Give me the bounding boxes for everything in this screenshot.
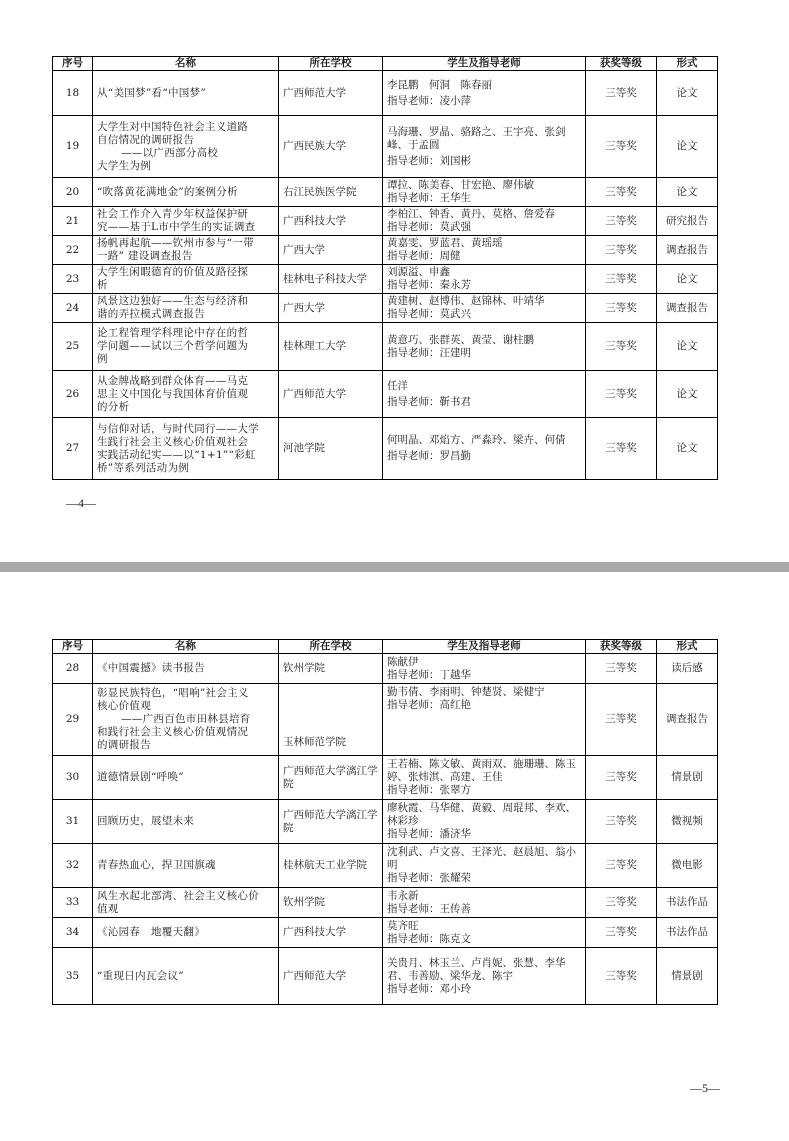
table-row: [53, 654, 718, 684]
header-level: 获奖等级: [586, 640, 657, 654]
table-row: [53, 756, 718, 800]
row-number: 25: [53, 323, 93, 371]
entry-form: 论文: [657, 178, 718, 207]
entry-title: [93, 294, 279, 323]
advisor: 指导老师：张耀荣: [387, 872, 471, 884]
title-line: ——广西百色市田林县培育: [121, 713, 251, 725]
header-school: 所在学校: [279, 57, 383, 71]
title-line: “吹落黄花满地金”的案例分析: [97, 185, 238, 198]
entry-title: [93, 800, 279, 844]
header-people: 学生及指导老师: [383, 640, 586, 654]
students-and-advisor: [383, 116, 586, 178]
school-name: 钦州学院: [279, 654, 383, 684]
students-and-advisor: [383, 265, 586, 294]
row-number: 21: [53, 207, 93, 236]
students-and-advisor: [383, 888, 586, 918]
table-row: [53, 918, 718, 948]
title-line: 社会工作介入青少年权益保护研: [97, 208, 249, 220]
school-name: 广西师范大学: [279, 371, 383, 418]
title-line: ——以广西部分高校: [121, 146, 219, 159]
students: 勤韦倩、李雨明、钟楚贤、梁健宁: [387, 686, 545, 698]
entry-title: [93, 844, 279, 888]
title-line: 大学生闲暇德育的价值及路径探: [97, 266, 249, 278]
entry-form: 论文: [657, 71, 718, 116]
advisor: 指导老师：高红艳: [387, 699, 471, 711]
students: 黄建树、赵博伟、赵锦林、叶靖华: [387, 295, 545, 307]
header-no: 序号: [53, 640, 93, 654]
students-and-advisor: [383, 323, 586, 371]
students: 黄嘉雯、罗蓝君、黄瑶瑶: [387, 237, 503, 249]
entry-title: [93, 418, 279, 480]
students: 黄意巧、张群英、黄莹、谢柱鹏: [387, 333, 534, 346]
entry-form: 情景剧: [657, 756, 718, 800]
award-level: 三等奖: [586, 116, 657, 178]
students: 廖秋霞、马华健、黄毅、周琨邦、李欢、林彩珍: [387, 802, 576, 827]
school-name: 广西大学: [279, 294, 383, 323]
table-row: [53, 371, 718, 418]
school-name: 河池学院: [279, 418, 383, 480]
row-number: 35: [53, 948, 93, 1005]
page-separator: [0, 562, 789, 572]
table-row: [53, 948, 718, 1005]
award-level: 三等奖: [586, 800, 657, 844]
award-level: 三等奖: [586, 371, 657, 418]
header-title: 名称: [93, 57, 279, 71]
entry-form: 书法作品: [657, 918, 718, 948]
title-line: 《沁园春 地覆天翻》: [97, 926, 205, 938]
title-line: 思主义中国化与我国体育价值观: [97, 387, 249, 400]
entry-form: 研究报告: [657, 207, 718, 236]
table-row: [53, 888, 718, 918]
title-line: 论工程管理学科理论中存在的哲: [97, 327, 249, 339]
title-line: 例: [97, 353, 108, 365]
document-page-4: [0, 0, 789, 562]
row-number: 24: [53, 294, 93, 323]
advisor: 指导老师：王华生: [387, 192, 471, 204]
title-line: 道德情景剧“呼唤”: [97, 771, 184, 783]
table-row: [53, 323, 718, 371]
document-page-5: [0, 572, 789, 1141]
entry-title: [93, 371, 279, 418]
students: 谭拉、陈美春、甘宏艳、廖伟敏: [387, 179, 534, 191]
award-level: 三等奖: [586, 178, 657, 207]
title-line: 自信情况的调研报告: [97, 133, 195, 146]
school-name: 广西民族大学: [279, 116, 383, 178]
school-name: 钦州学院: [279, 888, 383, 918]
table-row: [53, 178, 718, 207]
row-number: 19: [53, 116, 93, 178]
title-line: 核心价值观: [97, 700, 151, 712]
students: 沈利武、卢文喜、王泽光、赵晨旭、翁小明: [387, 846, 576, 871]
students-and-advisor: [383, 236, 586, 265]
awards-table-page-5: [52, 639, 718, 1005]
title-line: 回顾历史，展望未来: [97, 815, 195, 827]
title-line: 和践行社会主义核心价值观情况: [97, 726, 249, 738]
students-and-advisor: [383, 418, 586, 480]
students: 莫齐旺: [387, 919, 419, 932]
entry-form: 书法作品: [657, 888, 718, 918]
header-form: 形式: [657, 57, 718, 71]
school-name: 广西科技大学: [279, 918, 383, 948]
advisor: 指导老师：王传善: [387, 902, 471, 915]
row-number: 26: [53, 371, 93, 418]
award-level: 三等奖: [586, 418, 657, 480]
entry-title: [93, 684, 279, 756]
advisor: 指导老师：莫武强: [387, 221, 471, 233]
table-row: [53, 684, 718, 756]
students: 任洋: [387, 379, 408, 392]
title-line: 值观: [97, 902, 119, 915]
students: 陈献伊: [387, 655, 419, 668]
students-and-advisor: [383, 844, 586, 888]
students-and-advisor: [383, 371, 586, 418]
table-row: [53, 71, 718, 116]
table-row: [53, 418, 718, 480]
entry-title: [93, 918, 279, 948]
award-level: 三等奖: [586, 756, 657, 800]
school-name: 广西科技大学: [279, 207, 383, 236]
award-level: 三等奖: [586, 236, 657, 265]
table-row: [53, 294, 718, 323]
title-line: 青春热血心，捍卫国旗魂: [97, 859, 216, 871]
table-header-row: [53, 57, 718, 71]
advisor: 指导老师：刘国彬: [387, 154, 471, 167]
entry-title: [93, 116, 279, 178]
advisor: 指导老师：潘济华: [387, 828, 471, 840]
entry-form: 读后感: [657, 654, 718, 684]
page-number: —5—: [690, 1081, 720, 1095]
entry-title: [93, 71, 279, 116]
students-and-advisor: [383, 918, 586, 948]
entry-form: 论文: [657, 265, 718, 294]
students-and-advisor: [383, 654, 586, 684]
award-level: 三等奖: [586, 265, 657, 294]
page-number: —4—: [66, 496, 96, 510]
entry-title: [93, 178, 279, 207]
row-number: 30: [53, 756, 93, 800]
students-and-advisor: [383, 684, 586, 756]
title-line: “重现日内瓦会议”: [97, 969, 184, 982]
row-number: 29: [53, 684, 93, 756]
school-name: 桂林理工大学: [279, 323, 383, 371]
title-line: 一路” 建设调查报告: [97, 250, 193, 262]
students: 关贵月、林玉兰、卢肖妮、张慧、李华君、韦善励、梁华龙、陈宇: [387, 956, 566, 982]
entry-title: [93, 756, 279, 800]
row-number: 23: [53, 265, 93, 294]
title-line: 风景这边独好——生态与经济和: [97, 295, 249, 307]
title-line: 从金牌战略到群众体育——马克: [97, 374, 249, 387]
entry-form: 情景剧: [657, 948, 718, 1005]
award-level: 三等奖: [586, 71, 657, 116]
school-name: 右江民族医学院: [279, 178, 383, 207]
header-title: 名称: [93, 640, 279, 654]
advisor: 指导老师：靳书君: [387, 395, 471, 408]
students: 王若楠、陈文敏、黄雨双、施珊珊、陈玉婷、张炜淇、高建、王佳: [387, 758, 576, 783]
title-line: 扬帆再起航——钦州市参与“一带: [97, 237, 254, 249]
students-and-advisor: [383, 800, 586, 844]
header-form: 形式: [657, 640, 718, 654]
entry-title: [93, 236, 279, 265]
title-line: 的调研报告: [97, 739, 151, 751]
row-number: 18: [53, 71, 93, 116]
students-and-advisor: [383, 756, 586, 800]
students-and-advisor: [383, 294, 586, 323]
award-level: 三等奖: [586, 654, 657, 684]
title-line: 谐的弄拉模式调查报告: [97, 308, 205, 320]
entry-form: 调查报告: [657, 294, 718, 323]
entry-title: [93, 654, 279, 684]
school-name: 桂林电子科技大学: [279, 265, 383, 294]
advisor: 指导老师：汪建明: [387, 346, 471, 359]
advisor: 指导老师：丁越华: [387, 668, 471, 681]
award-level: 三等奖: [586, 918, 657, 948]
school-name: 广西大学: [279, 236, 383, 265]
advisor: 指导老师：莫武兴: [387, 308, 471, 320]
students: 韦永新: [387, 889, 419, 902]
school-name: 玉林师范学院: [279, 684, 383, 756]
header-school: 所在学校: [279, 640, 383, 654]
entry-title: [93, 207, 279, 236]
award-level: 三等奖: [586, 207, 657, 236]
title-line: 《中国震撼》读书报告: [97, 662, 205, 674]
title-line: 与信仰对话，与时代同行——大学: [97, 422, 259, 435]
students: 李昆鹏 何洞 陈春丽: [387, 78, 492, 91]
table-header-row: [53, 640, 718, 654]
table-row: [53, 207, 718, 236]
title-line: 的分析: [97, 400, 130, 413]
title-line: 彰显民族特色，“唱响”社会主义: [97, 687, 249, 699]
row-number: 31: [53, 800, 93, 844]
students-and-advisor: [383, 948, 586, 1005]
row-number: 34: [53, 918, 93, 948]
header-level: 获奖等级: [586, 57, 657, 71]
table-row: [53, 236, 718, 265]
title-line: 实践活动纪实——以“1+1”“彩虹: [97, 448, 256, 461]
title-line: 析: [97, 279, 108, 291]
students-and-advisor: [383, 207, 586, 236]
students-and-advisor: [383, 71, 586, 116]
school-name: 桂林航天工业学院: [279, 844, 383, 888]
entry-title: [93, 323, 279, 371]
advisor: 指导老师：周健: [387, 250, 461, 262]
advisor: 指导老师：张翠方: [387, 784, 471, 796]
students-and-advisor: [383, 178, 586, 207]
entry-title: [93, 265, 279, 294]
award-level: 三等奖: [586, 323, 657, 371]
title-line: 生践行社会主义核心价值观社会: [97, 435, 249, 448]
title-line: 风生水起北部湾、社会主义核心价: [97, 889, 259, 902]
award-level: 三等奖: [586, 294, 657, 323]
entry-form: 论文: [657, 418, 718, 480]
entry-form: 论文: [657, 371, 718, 418]
title-line: 学问题——试以三个哲学问题为: [97, 340, 249, 352]
school-name: 广西师范大学: [279, 948, 383, 1005]
row-number: 27: [53, 418, 93, 480]
school-name: 广西师范大学漓江学院: [279, 756, 383, 800]
table-row: [53, 800, 718, 844]
entry-title: [93, 888, 279, 918]
row-number: 20: [53, 178, 93, 207]
advisor: 指导老师：邓小玲: [387, 982, 471, 995]
advisor: 指导老师：罗昌勤: [387, 450, 471, 462]
advisor: 指导老师：陈克文: [387, 932, 471, 945]
table-row: [53, 116, 718, 178]
students: 马海珊、罗晶、骆路之、王宇亮、张剑峰、于孟圆: [387, 125, 566, 151]
students: 何明晶、邓焰方、严淼玲、梁卉、何倩: [387, 434, 566, 446]
entry-form: 调查报告: [657, 236, 718, 265]
row-number: 28: [53, 654, 93, 684]
title-line: 大学生对中国特色社会主义道路: [97, 120, 249, 133]
table-row: [53, 844, 718, 888]
title-line: 究——基于L市中学生的实证调查: [97, 221, 256, 233]
entry-form: 论文: [657, 116, 718, 178]
award-level: 三等奖: [586, 948, 657, 1005]
row-number: 32: [53, 844, 93, 888]
advisor: 指导老师：秦永芳: [387, 279, 471, 291]
award-level: 三等奖: [586, 844, 657, 888]
entry-form: 微视频: [657, 800, 718, 844]
header-people: 学生及指导老师: [383, 57, 586, 71]
award-level: 三等奖: [586, 888, 657, 918]
advisor: 指导老师：凌小萍: [387, 94, 471, 107]
award-level: 三等奖: [586, 684, 657, 756]
students: 刘源溢、申鑫: [387, 266, 450, 278]
school-name: 广西师范大学漓江学院: [279, 800, 383, 844]
students: 李柏江、钟香、黄丹、莫格、詹爱春: [387, 208, 555, 220]
row-number: 22: [53, 236, 93, 265]
row-number: 33: [53, 888, 93, 918]
entry-form: 调查报告: [657, 684, 718, 756]
table-row: [53, 265, 718, 294]
title-line: 从“美国梦”看“中国梦”: [97, 86, 207, 99]
header-no: 序号: [53, 57, 93, 71]
entry-form: 论文: [657, 323, 718, 371]
awards-table-page-4: [52, 56, 718, 480]
entry-title: [93, 948, 279, 1005]
school-name: 广西师范大学: [279, 71, 383, 116]
entry-form: 微电影: [657, 844, 718, 888]
title-line: 桥”等系列活动为例: [97, 461, 190, 474]
title-line: 大学生为例: [97, 159, 151, 172]
